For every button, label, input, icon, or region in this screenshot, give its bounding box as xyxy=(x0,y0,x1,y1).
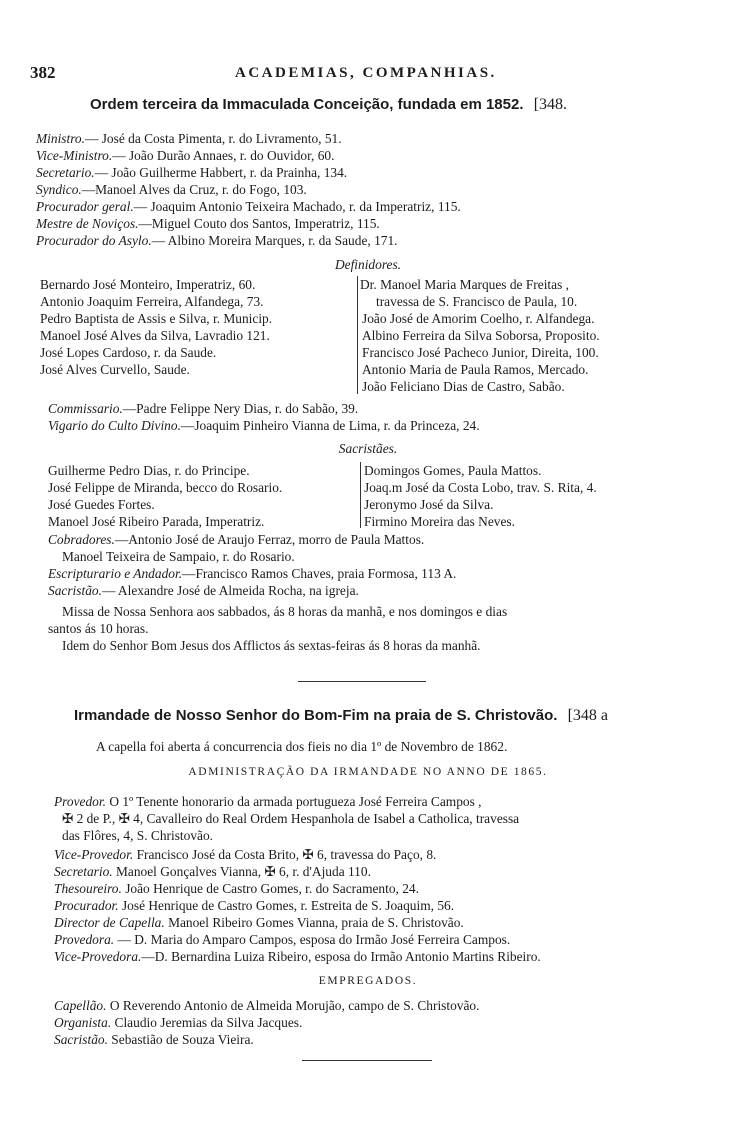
provedor-line-2: ✠ 2 de P., ✠ 4, Cavalleiro do Real Ordem Hespanhola de Isabel a Catholica, travessa xyxy=(62,811,520,826)
page-number: 382 xyxy=(30,63,56,82)
running-title: ACADEMIAS, COMPANHIAS. xyxy=(235,65,497,81)
section-divider xyxy=(298,681,426,682)
officer-text: —Antonio José de Araujo Ferraz, morro de Paula Mattos. xyxy=(114,532,425,547)
role-label: Syndico. xyxy=(36,182,82,197)
definidor-right: João Feliciano Dias de Castro, Sabão. xyxy=(362,379,565,394)
officer-text: — João Durão Annaes, r. do Ouvidor, 60. xyxy=(112,148,335,163)
role-label: Commissario. xyxy=(48,401,123,416)
role-label: Vice-Provedora. xyxy=(54,949,142,964)
sacristao-left: Guilherme Pedro Dias, r. do Principe. xyxy=(48,463,250,478)
column-divider xyxy=(357,276,358,394)
officer-line xyxy=(54,914,464,931)
section2-title-text: Irmandade de Nosso Senhor do Bom-Fim na praia de S. Christovão. xyxy=(74,707,558,724)
definidor-left: Antonio Joaquim Ferreira, Alfandega, 73. xyxy=(40,294,264,309)
sacristao-line xyxy=(48,582,359,599)
definidor-left: Manoel José Alves da Silva, Lavradio 121. xyxy=(40,328,270,343)
officer-text: Francisco José da Costa Brito, ✠ 6, travessa do Paço, 8. xyxy=(136,847,437,862)
running-header xyxy=(30,64,710,84)
officer-text: Manoel Gonçalves Vianna, ✠ 6, r. d'Ajuda 110. xyxy=(116,864,371,879)
role-label: Escripturario e Andador. xyxy=(48,566,183,581)
officer-text: —D. Bernardina Luiza Ribeiro, esposa do Irmão Antonio Martins Ribeiro. xyxy=(141,949,541,964)
officer-text: —Manoel Alves da Cruz, r. do Fogo, 103. xyxy=(81,182,307,197)
definidor-left: José Alves Curvello, Saude. xyxy=(40,362,190,377)
officer-text: Sebastião de Souza Vieira. xyxy=(111,1032,254,1047)
officer-line xyxy=(54,931,510,948)
empregado-line xyxy=(54,997,479,1014)
missa-line-3: Idem do Senhor Bom Jesus dos Afflictos ás sextas-feiras ás 8 horas da manhã. xyxy=(62,638,481,653)
section1-ref: [348. xyxy=(533,96,568,113)
section2-ref: [348 a xyxy=(567,707,609,724)
officer-line xyxy=(36,147,334,164)
missa-line-2: santos ás 10 horas. xyxy=(48,621,149,636)
definidor-left: José Lopes Cardoso, r. da Saude. xyxy=(40,345,217,360)
officer-line xyxy=(36,164,347,181)
officer-text: — Joaquim Antonio Teixeira Machado, r. da Imperatriz, 115. xyxy=(133,199,461,214)
role-label: Capellão. xyxy=(54,998,107,1013)
role-label: Ministro. xyxy=(36,131,85,146)
definidor-right: travessa de S. Francisco de Paula, 10. xyxy=(376,294,578,309)
officer-text: —Joaquim Pinheiro Vianna de Lima, r. da Princeza, 24. xyxy=(180,418,480,433)
definidor-right: Albino Ferreira da Silva Soborsa, Proposito. xyxy=(362,328,600,343)
commissario-line xyxy=(48,400,358,417)
officer-line xyxy=(54,863,371,880)
role-label: Provedora. xyxy=(54,932,115,947)
role-label: Vice-Ministro. xyxy=(36,148,113,163)
empregados-heading: EMPREGADOS. xyxy=(318,975,418,987)
missa-line-1: Missa de Nossa Senhora aos sabbados, ás 8 horas da manhã, e nos domingos e dias xyxy=(62,604,508,619)
role-label: Procurador do Asylo. xyxy=(36,233,152,248)
sacristaes-heading: Sacristães. xyxy=(338,441,398,456)
definidor-right: João José de Amorim Coelho, r. Alfandega. xyxy=(362,311,595,326)
officer-text: — Alexandre José de Almeida Rocha, na igreja. xyxy=(101,583,359,598)
officer-text: Claudio Jeremias da Silva Jacques. xyxy=(114,1015,303,1030)
section2-title xyxy=(74,707,608,724)
definidor-right: Francisco José Pacheco Junior, Direita, 100. xyxy=(362,345,599,360)
officer-text: João Henrique de Castro Gomes, r. do Sacramento, 24. xyxy=(125,881,419,896)
section2-intro: A capella foi aberta á concurrencia dos fieis no dia 1º de Novembro de 1862. xyxy=(96,739,508,754)
officer-line xyxy=(36,215,380,232)
officer-text: — Albino Moreira Marques, r. da Saude, 171. xyxy=(151,233,398,248)
officer-text: O Reverendo Antonio de Almeida Morujão, campo de S. Christovão. xyxy=(109,998,480,1013)
definidores-heading: Definidores. xyxy=(334,257,402,272)
sacristao-left: Manoel José Ribeiro Parada, Imperatriz. xyxy=(48,514,265,529)
role-label: Procurador. xyxy=(54,898,119,913)
officer-line xyxy=(36,198,461,215)
definidor-right: Dr. Manoel Maria Marques de Freitas , xyxy=(360,277,569,292)
sacristao-left: José Felippe de Miranda, becco do Rosario. xyxy=(48,480,283,495)
sacristao-right: Firmino Moreira das Neves. xyxy=(364,514,515,529)
officer-text: — José da Costa Pimenta, r. do Livramento, 51. xyxy=(84,131,342,146)
officer-line xyxy=(36,181,307,198)
definidor-right: Antonio Maria de Paula Ramos, Mercado. xyxy=(362,362,589,377)
officer-line xyxy=(54,897,454,914)
role-label: Cobradores. xyxy=(48,532,115,547)
section1-title xyxy=(90,96,567,113)
section1-title-text: Ordem terceira da Immaculada Conceição, fundada em 1852. xyxy=(90,96,524,113)
role-label: Sacristão. xyxy=(48,583,102,598)
empregado-line xyxy=(54,1014,302,1031)
officer-line xyxy=(54,846,436,863)
officer-text: —Miguel Couto dos Santos, Imperatriz, 115. xyxy=(138,216,380,231)
officer-text: José Henrique de Castro Gomes, r. Estreita de S. Joaquim, 56. xyxy=(121,898,455,913)
role-label: Director de Capella. xyxy=(54,915,165,930)
admin-heading: ADMINISTRAÇÃO DA IRMANDADE NO ANNO DE 1865. xyxy=(188,766,548,778)
role-label: Sacristão. xyxy=(54,1032,108,1047)
cobradores-line xyxy=(48,531,424,548)
officer-text: Manoel Ribeiro Gomes Vianna, praia de S. Christovão. xyxy=(168,915,464,930)
role-label: Secretario. xyxy=(54,864,113,879)
officer-text: —Padre Felippe Nery Dias, r. do Sabão, 39. xyxy=(122,401,359,416)
officer-line xyxy=(54,880,419,897)
escripturario-line xyxy=(48,565,456,582)
provedor-line xyxy=(54,793,482,810)
role-label: Organista. xyxy=(54,1015,112,1030)
section-divider xyxy=(302,1060,432,1061)
officer-line xyxy=(54,948,541,965)
role-label: Vigario do Culto Divino. xyxy=(48,418,181,433)
column-divider xyxy=(360,462,361,528)
role-label: Mestre de Noviços. xyxy=(36,216,139,231)
role-label: Procurador geral. xyxy=(36,199,134,214)
definidor-left: Pedro Baptista de Assis e Silva, r. Municip. xyxy=(40,311,273,326)
sacristao-left: José Guedes Fortes. xyxy=(48,497,155,512)
officer-text: O 1º Tenente honorario da armada portugueza José Ferreira Campos , xyxy=(109,794,482,809)
sacristao-right: Joaq.m José da Costa Lobo, trav. S. Rita, 4. xyxy=(364,480,597,495)
sacristao-right: Domingos Gomes, Paula Mattos. xyxy=(364,463,542,478)
officer-text: —Francisco Ramos Chaves, praia Formosa, 113 A. xyxy=(182,566,457,581)
provedor-line-3: das Flôres, 4, S. Christovão. xyxy=(62,828,214,843)
role-label: Secretario. xyxy=(36,165,95,180)
role-label: Provedor. xyxy=(54,794,106,809)
cobradores-line-2: Manoel Teixeira de Sampaio, r. do Rosario. xyxy=(62,549,295,564)
officer-text: — D. Maria do Amparo Campos, esposa do Irmão José Ferreira Campos. xyxy=(117,932,511,947)
officer-text: — João Guilherme Habbert, r. da Prainha, 134. xyxy=(94,165,348,180)
vigario-line xyxy=(48,417,480,434)
officer-line xyxy=(36,130,342,147)
officer-line xyxy=(36,232,398,249)
role-label: Vice-Provedor. xyxy=(54,847,134,862)
empregado-line xyxy=(54,1031,254,1048)
sacristao-right: Jeronymo José da Silva. xyxy=(364,497,494,512)
role-label: Thesoureiro. xyxy=(54,881,122,896)
definidor-left: Bernardo José Monteiro, Imperatriz, 60. xyxy=(40,277,256,292)
